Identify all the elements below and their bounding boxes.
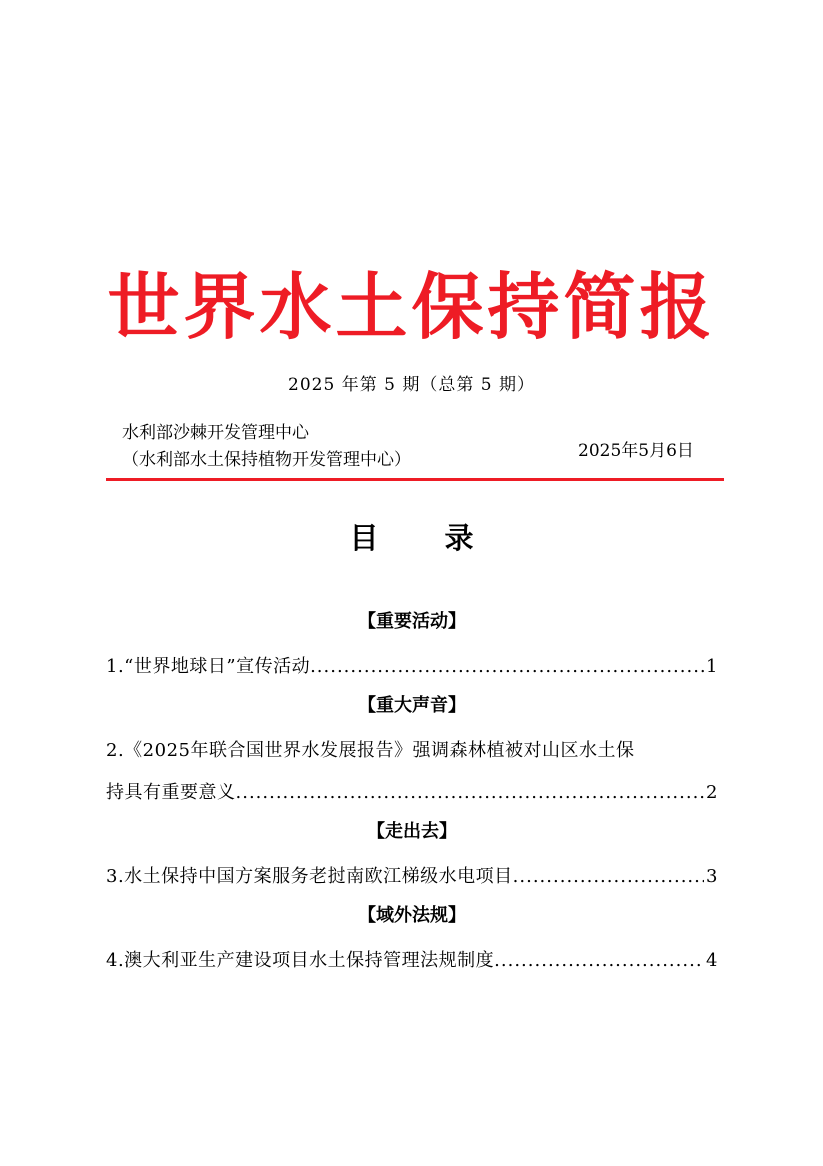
toc-section-heading: 【走出去】 <box>367 821 457 842</box>
toc-section-heading: 【域外法规】 <box>358 905 466 926</box>
issue-number: 2025 年第 5 期（总第 5 期） <box>288 375 535 395</box>
toc-page-number: 3 <box>706 866 718 887</box>
toc-entry-title: 4.澳大利亚生产建设项目水土保持管理法规制度 <box>106 950 495 971</box>
toc-entry-title-continued: 持具有重要意义 <box>106 782 236 803</box>
toc-entry-title: 3.水土保持中国方案服务老挝南欧江梯级水电项目 <box>106 866 513 887</box>
table-of-contents <box>106 604 718 982</box>
toc-dot-leader <box>494 940 704 982</box>
toc-entry[interactable] <box>106 646 718 688</box>
toc-dot-leader <box>236 772 705 814</box>
toc-entry-title: 1.“世界地球日”宣传活动 <box>106 656 311 677</box>
publisher-line-1: 水利部沙棘开发管理中心 <box>122 423 309 443</box>
toc-section-heading: 【重要活动】 <box>358 611 466 632</box>
toc-entry[interactable] <box>106 730 718 814</box>
toc-dot-leader <box>513 856 704 898</box>
toc-entry[interactable] <box>106 940 718 982</box>
toc-entry-title: 2.《2025年联合国世界水发展报告》强调森林植被对山区水土保 <box>106 740 635 761</box>
publisher-line-2: （水利部水土保持植物开发管理中心） <box>122 450 411 470</box>
toc-page-number: 2 <box>706 782 718 803</box>
newsletter-title: 世界水土保持简报 <box>107 265 716 349</box>
red-divider <box>106 478 724 481</box>
toc-page-number: 1 <box>706 656 718 677</box>
toc-page-number: 4 <box>706 950 718 971</box>
toc-dot-leader <box>310 646 704 688</box>
publisher-block <box>122 420 411 474</box>
toc-title: 目 录 <box>349 521 502 555</box>
toc-section-heading: 【重大声音】 <box>358 695 466 716</box>
publication-date: 2025年5月6日 <box>578 441 694 461</box>
toc-entry[interactable] <box>106 856 718 898</box>
